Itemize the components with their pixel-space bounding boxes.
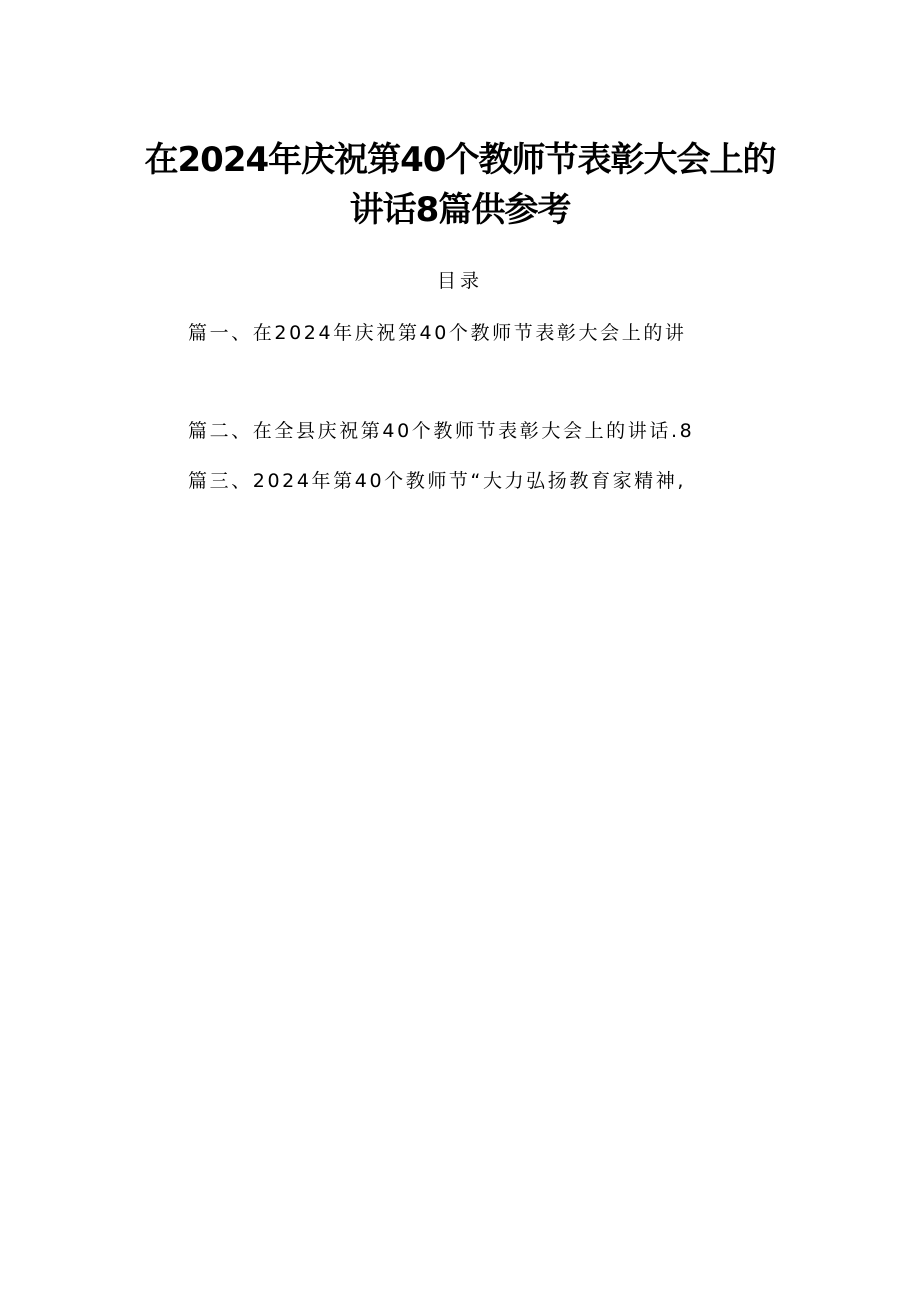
document-title-line1: 在2024年庆祝第40个教师节表彰大会上的 — [144, 140, 776, 180]
document-title-line2: 讲话8篇供参考 — [349, 190, 571, 230]
toc-entry-2[interactable]: 篇二、在全县庆祝第40个教师节表彰大会上的讲话.8 — [188, 420, 695, 442]
toc-heading: 目录 — [436, 270, 483, 292]
toc-entry-1[interactable]: 篇一、在2024年庆祝第40个教师节表彰大会上的讲 — [188, 322, 687, 344]
toc-entry-3[interactable]: 篇三、2024年第40个教师节“大力弘扬教育家精神, — [188, 470, 687, 492]
